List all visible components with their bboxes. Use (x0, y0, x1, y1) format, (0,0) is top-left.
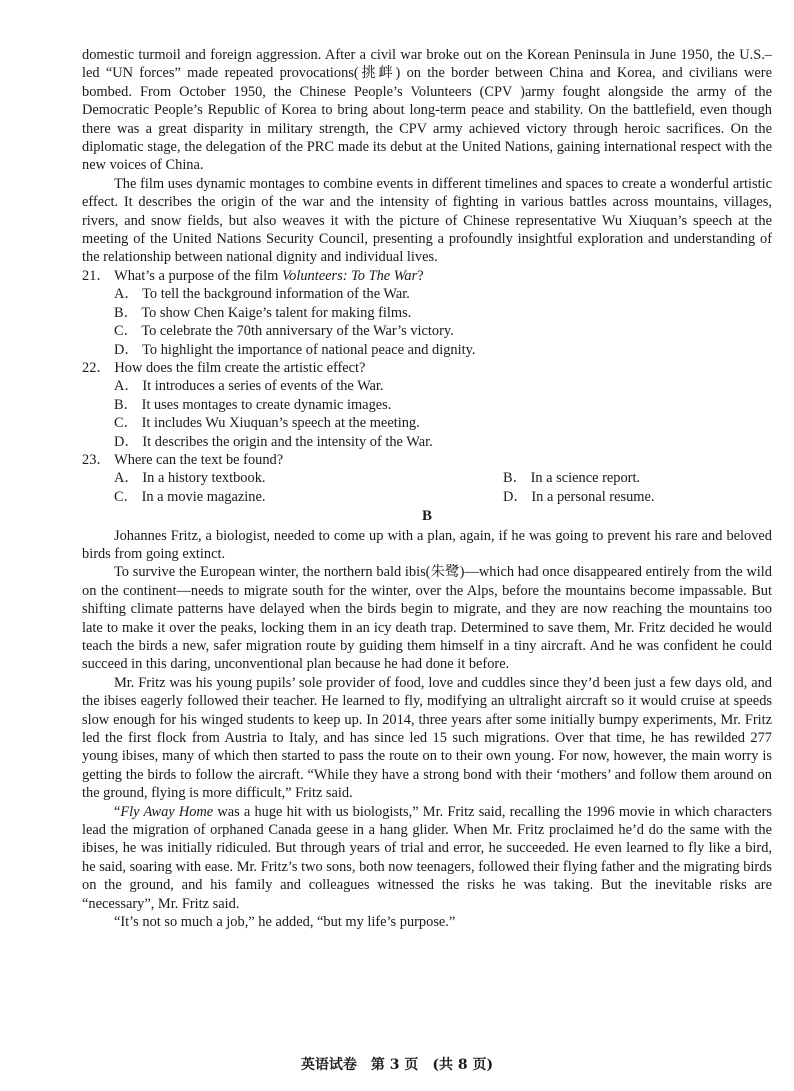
option-c: C． In a movie magazine. (114, 488, 266, 505)
passage-b-paragraph: “It’s not so much a job,” he added, “but my life’s purpose.” (114, 914, 456, 931)
option-a: A． In a history textbook. (114, 470, 266, 487)
option-b: B． To show Chen Kaige’s talent for making films. (114, 304, 412, 321)
section-b-heading: B (421, 508, 432, 525)
page-content (82, 46, 772, 932)
question-22 (82, 359, 772, 451)
option-c: C． It includes Wu Xiuquan’s speech at the meeting. (114, 415, 420, 432)
option-b: B． It uses montages to create dynamic images. (114, 396, 392, 413)
question-stem: 23． Where can the text be found? (82, 451, 284, 468)
option-b: B． In a science report. (503, 470, 641, 487)
film-title: Volunteers: To The War (281, 267, 418, 284)
quote-mark: “ (114, 803, 121, 820)
page-footer: 英语试卷 第 3 页 (共 8 页) (300, 1057, 494, 1073)
question-stem: 22． How does the film create the artistic effect? (82, 359, 366, 376)
option-d: D． In a personal resume. (503, 488, 655, 505)
movie-title: Fly Away Home (120, 803, 214, 820)
passage-b-paragraph (82, 803, 772, 913)
question-23 (82, 451, 772, 506)
option-a: A． To tell the background information of the War. (114, 286, 410, 303)
option-d: D． To highlight the importance of national peace and dignity. (114, 341, 476, 358)
passage-b-paragraph: To survive the European winter, the northern bald ibis(朱鹭)—which had once disappeared entirely from the wild on the continent—needs to migrate south for the winter, over the Alps, before the mountains become impassable. But shifting climate patterns have delayed when the birds begin to migrate, and they are now reaching the mountains too late to make it over the peaks, locking them in an icy death trap. Determined to save them, Mr. Fritz decided he would teach the birds a new, safer migration route by guiding them himself in a tiny aircraft. And he was confident he could succeed in this daring, unconventional plan because he had done it before. (82, 564, 772, 673)
stem-text: ? (417, 267, 424, 284)
question-21 (82, 267, 772, 359)
stem-text: 21． What’s a purpose of the film (82, 267, 282, 284)
passage-a-paragraph: domestic turmoil and foreign aggression. After a civil war broke out on the Korean Peninsula in June 1950, the U.S.– led “UN forces” made repeated provocations(挑衅) on the border between China and Korea, and civilians were bombed. From October 1950, the Chinese People’s Volunteers (CPV )army fought alongside the army of the Democratic People’s Republic of Korea to bring about long-term peace and stability. On the battlefield, even though there was a great disparity in military strength, the CPV army achieved victory through heroic sacrifices. On the diplomatic stage, the delegation of the PRC made its debut at the United Nations, gaining international respect with the new voices of China. (82, 47, 772, 174)
option-c: C． To celebrate the 70th anniversary of the War’s victory. (114, 323, 454, 340)
passage-a-paragraph: The film uses dynamic montages to combine events in different timelines and spaces to create a wonderful artistic effect. It describes the origin of the war and the intensity of fighting in various battles across mountains, villages, rivers, and snow fields, but also weaves it with the picture of Chinese representative Wu Xiuquan’s speech at the meeting of the United Nations Security Council, presenting a profoundly insightful exploration and understanding of the relationship between national dignity and individual lives. (82, 175, 772, 266)
options-grid (82, 469, 772, 506)
paragraph-text: was a huge hit with us biologists,” Mr. Fritz said, recalling the 1996 movie in which characters lead the migration of orphaned Canada geese in a hang glider. When Mr. Fritz proclaimed he’d do the same with the ibises, he was initially ridiculed. But through years of trial and error, he succeeded. He even learned to fly like a bird, he said, soaring with ease. Mr. Fritz’s two sons, both now teenagers, followed their flying father and the migrating birds on the ground, and his family and colleagues witnessed the risks he was taking. But the inevitable risks are “necessary”, Mr. Fritz said. (82, 803, 772, 912)
passage-b-paragraph: Mr. Fritz was his young pupils’ sole provider of food, love and cuddles since they’d been just a few days old, and the ibises eagerly followed their teacher. He learned to fly, modifying an ultralight aircraft so it would cruise at speeds slow enough for his winged students to keep up. In 2014, three years after some initially bumpy experiments, Mr. Fritz led the first flock from Austria to Italy, and has since led 15 such migrations. Over that time, he has rewilded 277 young ibises, many of which then started to pass the route on to their own young. For now, however, the main worry is getting the birds to follow the aircraft. “While they have a strong bond with their ‘mothers’ and follow them around on the ground, flying is more difficult,” Fritz said. (82, 674, 772, 802)
option-a: A． It introduces a series of events of the War. (114, 378, 384, 395)
question-stem (82, 267, 772, 285)
option-d: D． It describes the origin and the intensity of the War. (114, 433, 433, 450)
passage-b-paragraph: Johannes Fritz, a biologist, needed to come up with a plan, again, if he was going to prevent his rare and beloved birds from going extinct. (82, 527, 772, 562)
